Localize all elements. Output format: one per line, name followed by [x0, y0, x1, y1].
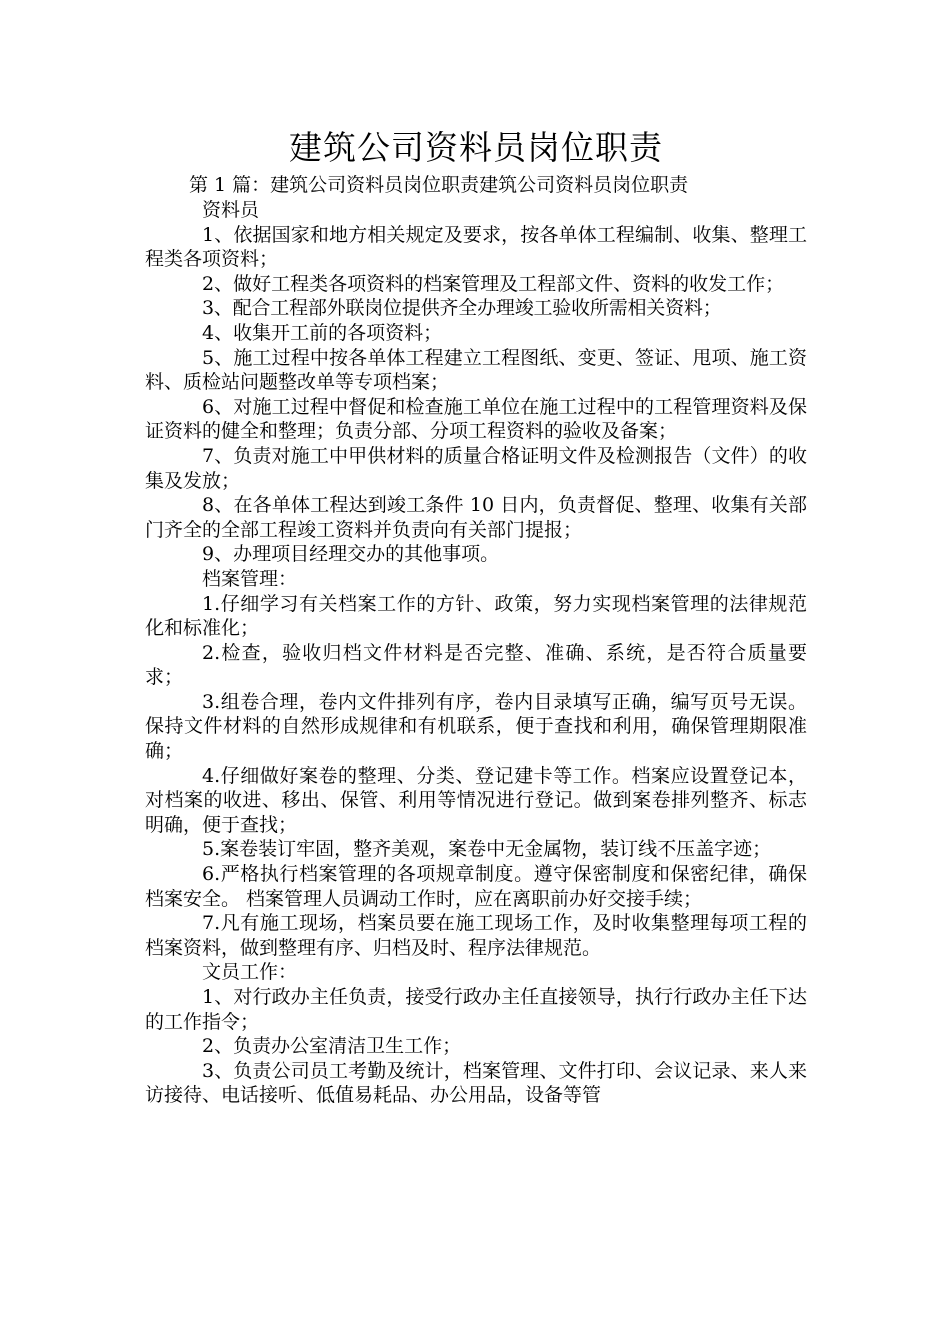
duty-item: 7、负责对施工中甲供材料的质量合格证明文件及检测报告（文件）的收集及发放；	[145, 444, 807, 492]
duty-item: 6、对施工过程中督促和检查施工单位在施工过程中的工程管理资料及保证资料的健全和整理；负责分部、分项工程资料的验收及备案；	[145, 395, 807, 443]
section-data-clerk	[145, 198, 807, 567]
section-heading: 档案管理：	[202, 567, 298, 590]
duty-item: 9、办理项目经理交办的其他事项。	[202, 543, 500, 566]
section-archive-management	[145, 567, 807, 961]
duty-item: 3、配合工程部外联岗位提供齐全办理竣工验收所需相关资料；	[202, 297, 722, 320]
duty-item: 5、施工过程中按各单体工程建立工程图纸、变更、签证、甩项、施工资料、质检站问题整改单等专项档案；	[145, 346, 807, 394]
section-heading: 资料员	[202, 199, 260, 221]
duty-item: 1、依据国家和地方相关规定及要求，按各单体工程编制、收集、整理工程类各项资料；	[145, 223, 807, 271]
section-clerk-work	[145, 960, 807, 1108]
duty-item: 5.案卷装订牢固，整齐美观，案卷中无金属物，装订线不压盖字迹；	[202, 838, 772, 861]
duty-item: 1、对行政办主任负责，接受行政办主任直接领导，执行行政办主任下达的工作指令；	[145, 986, 807, 1033]
duty-item: 3.组卷合理，卷内文件排列有序，卷内目录填写正确，编写页号无误。 保持文件材料的自然形成规律和有机联系，便于查找和利用，确保管理期限准确；	[145, 690, 807, 763]
duty-item: 4、收集开工前的各项资料；	[202, 321, 443, 344]
duty-item: 1.仔细学习有关档案工作的方针、政策，努力实现档案管理的法律规范化和标准化；	[145, 592, 807, 640]
document-subtitle: 第 1 篇：建筑公司资料员岗位职责建筑公司资料员岗位职责	[189, 174, 689, 196]
duty-item: 2.检查，验收归档文件材料是否完整、准确、系统，是否符合质量要求；	[145, 641, 807, 689]
document-page	[145, 126, 807, 1108]
duty-item: 2、做好工程类各项资料的档案管理及工程部文件、资料的收发工作；	[202, 272, 785, 295]
section-heading: 文员工作：	[202, 961, 298, 984]
duty-item: 3、负责公司员工考勤及统计，档案管理、文件打印、会议记录、来人来访接待、电话接听、低值易耗品、办公用品，设备等管	[145, 1059, 807, 1107]
duty-item: 8、在各单体工程达到竣工条件 10 日内，负责督促、整理、收集有关部门齐全的全部工程竣工资料并负责向有关部门提报；	[145, 494, 807, 541]
duty-item: 4.仔细做好案卷的整理、分类、登记建卡等工作。档案应设置登记本，对档案的收进、移出、保管、利用等情况进行登记。做到案卷排列整齐、标志明确，便于查找；	[145, 764, 807, 836]
document-title: 建筑公司资料员岗位职责	[289, 128, 663, 167]
duty-item: 2、负责办公室清洁卫生工作；	[202, 1035, 462, 1058]
duty-item: 6.严格执行档案管理的各项规章制度。遵守保密制度和保密纪律，确保档案安全。 档案管理人员调动工作时，应在离职前办好交接手续；	[145, 863, 807, 910]
duty-item: 7.凡有施工现场，档案员要在施工现场工作，及时收集整理每项工程的档案资料，做到整理有序、归档及时、程序法律规范。	[145, 912, 807, 959]
